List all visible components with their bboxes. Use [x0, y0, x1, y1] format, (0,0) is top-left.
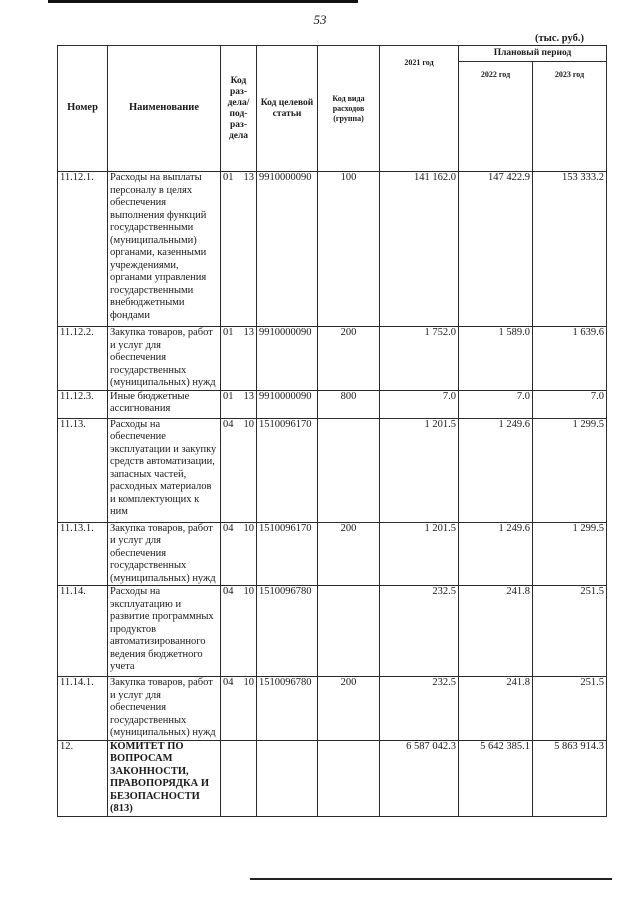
row-amount-2021: 7.0 — [380, 390, 459, 418]
header-expense-type-code: Код вида расходов (группа) — [318, 46, 380, 172]
row-expense-type: 200 — [318, 677, 380, 741]
row-amount-2022: 1 589.0 — [459, 327, 533, 391]
row-amount-2023: 153 333.2 — [533, 172, 607, 327]
section-code: 04 — [223, 418, 234, 430]
row-number: 11.12.1. — [58, 172, 108, 327]
budget-table — [57, 45, 607, 817]
row-amount-2023: 1 299.5 — [533, 522, 607, 586]
row-amount-2022: 241.8 — [459, 677, 533, 741]
section-code: 01 — [223, 172, 234, 183]
row-section-code — [221, 522, 257, 586]
row-section-code — [221, 327, 257, 391]
row-section-code — [221, 390, 257, 418]
subsection-code: 13 — [243, 327, 254, 338]
row-name: Иные бюджетные ассигнования — [108, 390, 221, 418]
row-amount-2023: 251.5 — [533, 677, 607, 741]
row-number: 11.13. — [58, 418, 108, 522]
row-expense-type — [318, 586, 380, 677]
row-section-code — [221, 172, 257, 327]
row-name: Закупка товаров, работ и услуг для обеспечения государственных (муниципальных) нужд — [108, 327, 221, 391]
row-section-code — [221, 740, 257, 816]
row-name: Расходы на выплаты персоналу в целях обеспечения выполнения функций государственными (муниципальными) органами, казенными учреждениями, органами управления государственными внебюджетными фондами — [108, 172, 221, 327]
table-row — [58, 327, 607, 391]
row-amount-2022: 1 249.6 — [459, 522, 533, 586]
row-name: Закупка товаров, работ и услуг для обеспечения государственных (муниципальных) нужд — [108, 677, 221, 741]
row-number: 11.12.2. — [58, 327, 108, 391]
section-code: 04 — [223, 522, 234, 534]
table-row — [58, 390, 607, 418]
table-row — [58, 740, 607, 816]
row-amount-2022: 5 642 385.1 — [459, 740, 533, 816]
row-amount-2023: 1 299.5 — [533, 418, 607, 522]
row-number: 11.12.3. — [58, 390, 108, 418]
row-amount-2021: 141 162.0 — [380, 172, 459, 327]
row-target-code: 1510096780 — [257, 586, 318, 677]
row-expense-type: 800 — [318, 390, 380, 418]
row-amount-2023: 251.5 — [533, 586, 607, 677]
subsection-code: 13 — [243, 172, 254, 183]
row-target-code: 9910000090 — [257, 327, 318, 391]
scan-edge-bottom — [250, 878, 612, 880]
row-amount-2021: 232.5 — [380, 677, 459, 741]
row-target-code: 9910000090 — [257, 172, 318, 327]
row-number: 12. — [58, 740, 108, 816]
row-amount-2023: 1 639.6 — [533, 327, 607, 391]
row-name: Расходы на обеспечение эксплуатации и закупку средств автоматизации, запасных частей, расходных материалов и комплектующих к ним — [108, 418, 221, 522]
row-amount-2023: 5 863 914.3 — [533, 740, 607, 816]
section-code: 04 — [223, 677, 234, 688]
header-year-2023: 2023 год — [533, 62, 607, 172]
header-year-2022: 2022 год — [459, 62, 533, 172]
row-amount-2022: 7.0 — [459, 390, 533, 418]
row-target-code: 1510096170 — [257, 418, 318, 522]
row-expense-type: 200 — [318, 522, 380, 586]
row-section-code — [221, 418, 257, 522]
header-number: Номер — [58, 46, 108, 172]
header-year-2021: 2021 год — [380, 46, 459, 172]
subsection-code: 10 — [243, 677, 254, 688]
row-amount-2021: 1 201.5 — [380, 418, 459, 522]
table-row — [58, 172, 607, 327]
row-section-code — [221, 586, 257, 677]
subsection-code: 13 — [243, 390, 254, 402]
row-number: 11.14. — [58, 586, 108, 677]
row-expense-type — [318, 740, 380, 816]
row-amount-2022: 147 422.9 — [459, 172, 533, 327]
row-amount-2023: 7.0 — [533, 390, 607, 418]
section-code: 04 — [223, 586, 234, 597]
subsection-code: 10 — [243, 522, 254, 534]
header-planned-period: Плановый период — [459, 46, 607, 62]
row-section-code — [221, 677, 257, 741]
row-amount-2022: 241.8 — [459, 586, 533, 677]
scan-edge-top — [48, 0, 358, 3]
units-label: (тыс. руб.) — [535, 33, 584, 44]
row-name: Расходы на эксплуатацию и развитие программных продуктов автоматизированного ведения бюджетного учета — [108, 586, 221, 677]
subsection-code: 10 — [243, 418, 254, 430]
row-amount-2021: 1 752.0 — [380, 327, 459, 391]
row-target-code: 1510096170 — [257, 522, 318, 586]
page-number: 53 — [313, 12, 327, 27]
table-row — [58, 586, 607, 677]
table-row — [58, 677, 607, 741]
header-target-code: Код целевой статьи — [257, 46, 318, 172]
row-name: КОМИТЕТ ПО ВОПРОСАМ ЗАКОННОСТИ, ПРАВОПОРЯДКА И БЕЗОПАСНОСТИ (813) — [108, 740, 221, 816]
row-number: 11.13.1. — [58, 522, 108, 586]
row-target-code — [257, 740, 318, 816]
row-expense-type: 200 — [318, 327, 380, 391]
subsection-code: 10 — [243, 586, 254, 597]
table-row — [58, 418, 607, 522]
row-amount-2022: 1 249.6 — [459, 418, 533, 522]
section-code: 01 — [223, 390, 234, 402]
section-code: 01 — [223, 327, 234, 338]
row-amount-2021: 6 587 042.3 — [380, 740, 459, 816]
row-target-code: 9910000090 — [257, 390, 318, 418]
row-amount-2021: 232.5 — [380, 586, 459, 677]
row-expense-type: 100 — [318, 172, 380, 327]
row-amount-2021: 1 201.5 — [380, 522, 459, 586]
row-expense-type — [318, 418, 380, 522]
header-name: Наименование — [108, 46, 221, 172]
header-section-code: Код раз-дела/под-раз-дела — [221, 46, 257, 172]
row-target-code: 1510096780 — [257, 677, 318, 741]
row-number: 11.14.1. — [58, 677, 108, 741]
row-name: Закупка товаров, работ и услуг для обеспечения государственных (муниципальных) нужд — [108, 522, 221, 586]
table-row — [58, 522, 607, 586]
